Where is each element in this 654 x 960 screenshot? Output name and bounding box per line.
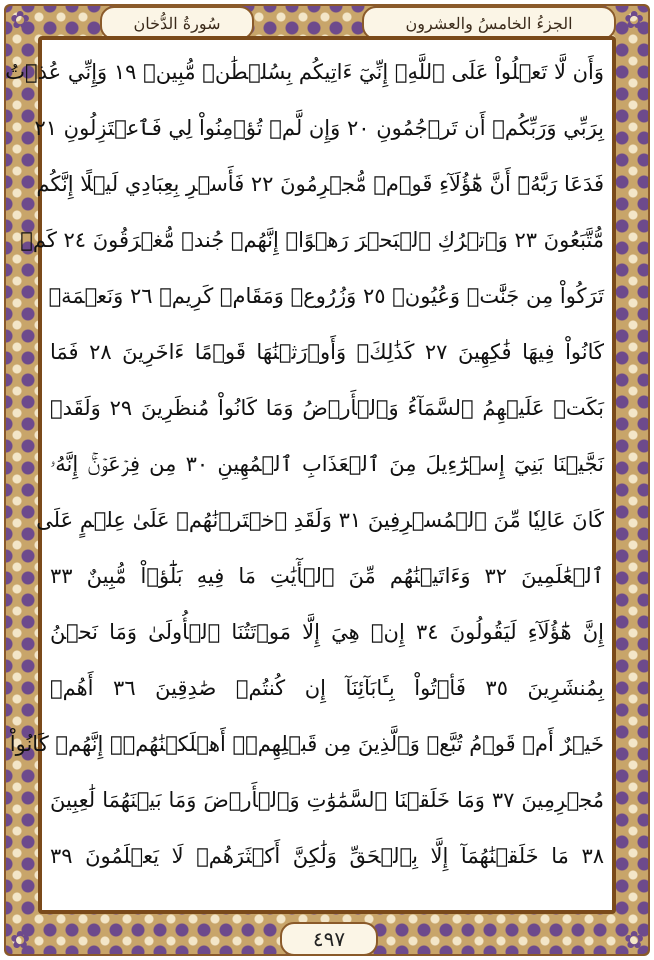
- surah-label: سُورةُ الدُّخان: [100, 6, 254, 40]
- flower-ornament-icon: ✿: [9, 926, 31, 954]
- page-number: ٤٩٧: [280, 922, 378, 956]
- juz-label: الجزءُ الخامسُ والعشرون: [362, 6, 616, 40]
- text-line: بِرَبِّي وَرَبِّكُمۡ أَن تَرۡجُمُونِ ٢٠ وَإِن لَّمۡ تُؤۡمِنُواْ لِي فَٱعۡتَزِلُونِ ٢١: [34, 116, 604, 140]
- text-line: فَدَعَا رَبَّهُۥٓ أَنَّ هَٰٓؤُلَآءِ قَوۡمٞ مُّجۡرِمُونَ ٢٢ فَأَسۡرِ بِعِبَادِي لَيۡلًا إِنَّكُم: [36, 172, 604, 196]
- flower-ornament-icon: ✿: [623, 6, 645, 34]
- text-line: بَكَتۡ عَلَيۡهِمُ ٱلسَّمَآءُ وَٱلۡأَرۡضُ وَمَا كَانُواْ مُنظَرِينَ ٢٩ وَلَقَدۡ: [50, 396, 604, 420]
- text-line: تَرَكُواْ مِن جَنَّٰتٖ وَعُيُونٖ ٢٥ وَزُرُوعٖ وَمَقَامٖ كَرِيمٖ ٢٦ وَنَعۡمَةٖ: [48, 284, 604, 308]
- text-line: ٱلۡعَٰلَمِينَ ٣٢ وَءَاتَيۡنَٰهُم مِّنَ ٱلۡأٓيَٰتِ مَا فِيهِ بَلَٰٓؤٞاْ مُّبِينٌ ٣٣: [50, 564, 604, 588]
- text-line: نَجَّيۡنَا بَنِيٓ إِسۡرَٰٓءِيلَ مِنَ ٱلۡعَذَابِ ٱلۡمُهِينِ ٣٠ مِن فِرۡعَوۡنَۚ إِنَّهُۥ: [50, 452, 604, 476]
- flower-ornament-icon: ✿: [9, 6, 31, 34]
- text-line: ٣٨ مَا خَلَقۡنَٰهُمَآ إِلَّا بِٱلۡحَقِّ وَلَٰكِنَّ أَكۡثَرَهُمۡ لَا يَعۡلَمُونَ ٣٩: [50, 844, 604, 868]
- text-line: إِنَّ هَٰٓؤُلَآءِ لَيَقُولُونَ ٣٤ إِنۡ هِيَ إِلَّا مَوۡتَتُنَا ٱلۡأُولَىٰ وَمَا نَحۡنُ: [50, 620, 604, 644]
- text-line: مُجۡرِمِينَ ٣٧ وَمَا خَلَقۡنَا ٱلسَّمَٰوَٰتِ وَٱلۡأَرۡضَ وَمَا بَيۡنَهُمَا لَٰعِبِينَ: [50, 788, 604, 812]
- text-line: مُّتَّبَعُونَ ٢٣ وَٱتۡرُكِ ٱلۡبَحۡرَ رَهۡوًاۖ إِنَّهُمۡ جُندٞ مُّغۡرَقُونَ ٢٤ كَمۡ: [20, 228, 604, 252]
- text-line: كَانَ عَالِيٗا مِّنَ ٱلۡمُسۡرِفِينَ ٣١ وَلَقَدِ ٱخۡتَرۡنَٰهُمۡ عَلَىٰ عِلۡمٍ عَلَى: [36, 508, 604, 532]
- text-line: بِمُنشَرِينَ ٣٥ فَأۡتُواْ بِـَٔابَآئِنَآ إِن كُنتُمۡ صَٰدِقِينَ ٣٦ أَهُمۡ: [50, 676, 605, 700]
- flower-ornament-icon: ✿: [623, 926, 645, 954]
- text-line: وَأَن لَّا تَعۡلُواْ عَلَى ٱللَّهِۖ إِنِّيٓ ءَاتِيكُم بِسُلۡطَٰنٖ مُّبِينٖ ١٩ وَإِنِّي عُذۡتُ: [5, 60, 604, 84]
- text-line: خَيۡرٌ أَمۡ قَوۡمُ تُبَّعٖ وَٱلَّذِينَ مِن قَبۡلِهِمۡۚ أَهۡلَكۡنَٰهُمۡۖ إِنَّهُمۡ كَانُواْ: [9, 732, 604, 756]
- verse-lines: [5, 40, 612, 910]
- text-line: كَانُواْ فِيهَا فَٰكِهِينَ ٢٧ كَذَٰلِكَۖ وَأَوۡرَثۡنَٰهَا قَوۡمًا ءَاخَرِينَ ٢٨ فَمَا: [50, 340, 604, 364]
- text-area: [5, 40, 612, 910]
